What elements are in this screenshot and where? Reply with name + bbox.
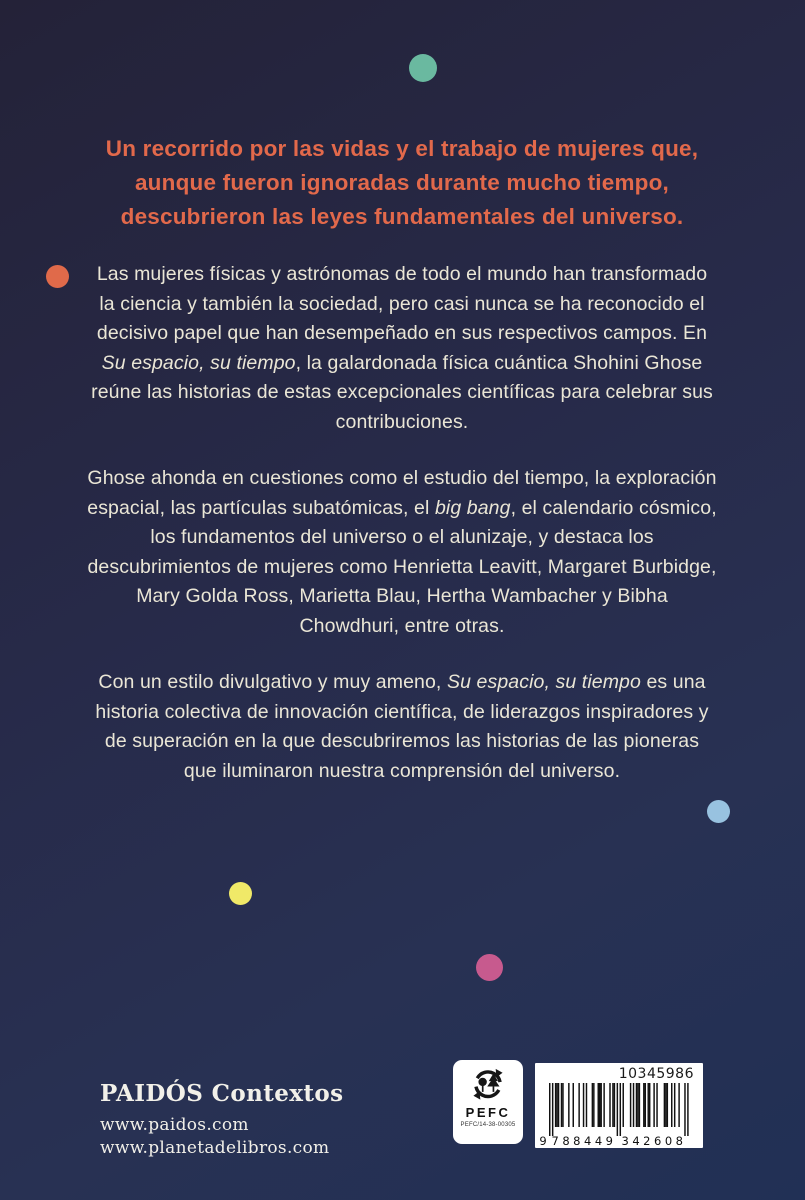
paragraph-synopsis-3 xyxy=(87,668,717,786)
paragraph-synopsis-1 xyxy=(87,260,717,437)
yellow-dot xyxy=(229,882,252,905)
cover-text-block xyxy=(87,132,717,813)
orange-dot xyxy=(46,265,69,288)
headline-line: aunque fueron ignoradas durante mucho tiempo, xyxy=(134,170,670,195)
paragraph-text: es una historia colectiva de innovación científica, de liderazgos inspiradores y de superación en la que descubriremos las historias de las pioneras que iluminaron nuestra comprensión del universo. xyxy=(95,671,709,782)
headline-line: descubrieron las leyes fundamentales del universo. xyxy=(120,204,684,229)
barcode-bars xyxy=(549,1083,689,1136)
ean13-barcode xyxy=(535,1083,703,1147)
paragraph-text: , el calendario cósmico, los fundamentos del universo o el alunizaje, y destaca los descubrimientos de mujeres como Henrietta Leavitt, Margaret Burbidge, Mary Golda Ross, Marietta Blau, Hertha Wambacher y Bibha Chowdhuri, entre otras. xyxy=(87,496,717,637)
barcode-panel xyxy=(535,1063,703,1148)
term-italic: big bang xyxy=(434,496,511,519)
publisher-block xyxy=(100,1080,343,1160)
teal-dot xyxy=(409,54,437,82)
paragraph-text: Las mujeres físicas y astrónomas de todo el mundo han transformado la ciencia y también la sociedad, pero casi nunca se ha reconocido el decisivo papel que han desempeñado en sus respectivos campos. En xyxy=(96,263,708,344)
paragraph-synopsis-2 xyxy=(87,464,717,641)
pink-dot xyxy=(476,954,503,981)
headline-line: Un recorrido por las vidas y el trabajo de mujeres que, xyxy=(105,136,699,161)
imprint-name: PAIDÓS Contextos xyxy=(100,1080,344,1107)
book-title-italic: Su espacio, su tiempo xyxy=(446,671,641,693)
headline xyxy=(87,132,717,234)
paragraph-text: , la galardonada física cuántica Shohini Ghose reúne las historias de estas excepcionales científicas para celebrar sus contribuciones. xyxy=(91,351,713,433)
barcode-digit-left-group: 788449 xyxy=(551,1134,617,1147)
paragraph-text: Ghose ahonda en cuestiones como el estudio del tiempo, la exploración espacial, las partículas subatómicas, el xyxy=(87,467,717,519)
barcode-digit-first: 9 xyxy=(539,1134,547,1147)
pefc-cert-number: PEFC/14-38-00305 xyxy=(460,1122,516,1128)
barcode-digit-right-group: 342608 xyxy=(621,1134,687,1147)
pefc-certification-badge xyxy=(453,1060,523,1144)
book-title-italic: Su espacio, su tiempo xyxy=(101,351,296,374)
publisher-url-paidos: www.paidos.com xyxy=(100,1115,249,1135)
pefc-trees-icon xyxy=(465,1066,511,1104)
publisher-url-planetadelibros: www.planetadelibros.com xyxy=(100,1138,330,1158)
pefc-label: PEFC xyxy=(465,1105,511,1120)
paragraph-text: Con un estilo divulgativo y muy ameno, xyxy=(98,671,447,693)
barcode-top-number: 10345986 xyxy=(618,1066,694,1082)
